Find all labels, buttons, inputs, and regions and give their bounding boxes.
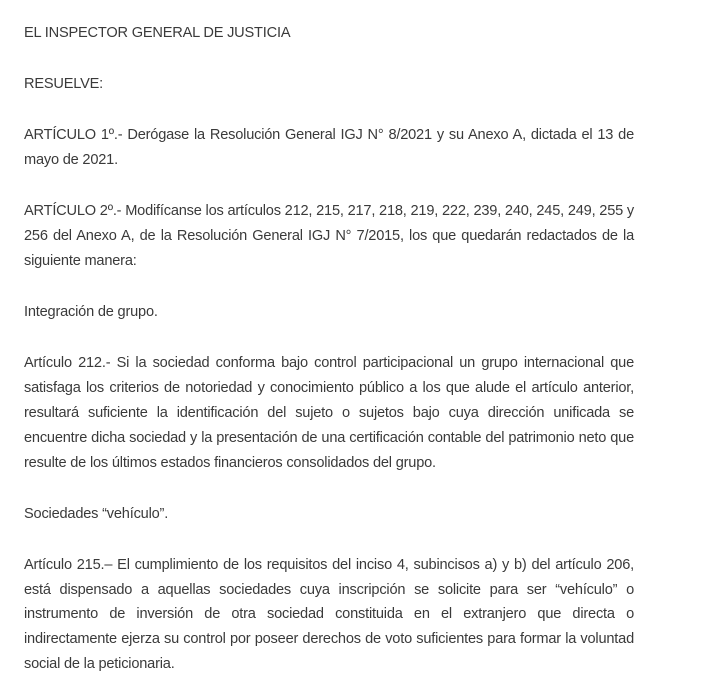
document-heading: EL INSPECTOR GENERAL DE JUSTICIA bbox=[24, 25, 291, 41]
section-title-vehicle-companies: Sociedades “vehículo”. bbox=[24, 505, 169, 522]
article-215-paragraph: Artículo 215.– El cumplimiento de los requisitos del inciso 4, subincisos a) y b) del artículo 206, está dispensado a aquellas sociedades cuya inscripción se solicite para ser “vehículo” o instrumento de inversión de otra sociedad constituida en el extranjero que directa o indirectamente ejerza su control por poseer derechos de voto suficientes para formar la voluntad social de la peticionaria. bbox=[24, 556, 634, 673]
article-1-paragraph: ARTÍCULO 1º.- Derógase la Resolución General IGJ N° 8/2021 y su Anexo A, dictada el 13 de mayo de 2021. bbox=[24, 127, 634, 169]
resolves-label: RESUELVE: bbox=[24, 76, 104, 93]
article-212-paragraph: Artículo 212.- Si la sociedad conforma bajo control participacional un grupo internacional que satisfaga los criterios de notoriedad y conocimiento público a los que alude el artículo anterior, resultará suficiente la identificación del sujeto o sujetos bajo cuya dirección unificada se encuentre dicha sociedad y la presentación de una certificación contable del patrimonio neto que resulte de los últimos estados financieros consolidados del grupo. bbox=[24, 355, 634, 471]
section-title-group-integration: Integración de grupo. bbox=[24, 304, 158, 321]
article-2-paragraph: ARTÍCULO 2º.- Modifícanse los artículos 212, 215, 217, 218, 219, 222, 239, 240, 245, 249, 255 y 256 del Anexo A, de la Resolución General IGJ N° 7/2015, los que quedarán redactados de la siguiente manera: bbox=[24, 203, 634, 269]
